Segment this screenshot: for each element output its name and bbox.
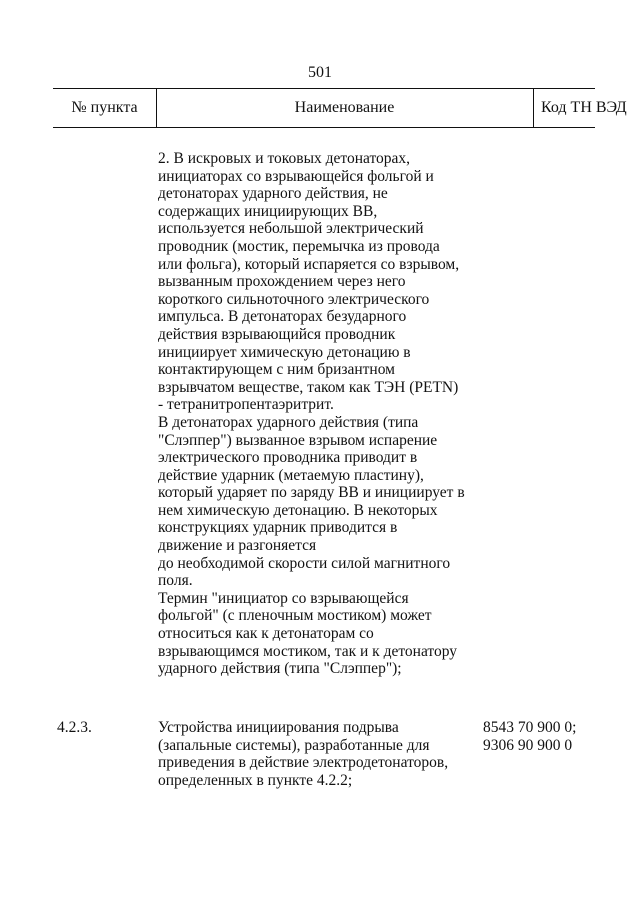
header-name: Наименование: [294, 99, 395, 116]
note-line: нем химическую детонацию. В некоторых: [158, 501, 438, 519]
note-line: инициирует химическую детонацию в: [158, 343, 411, 361]
item-name: [158, 719, 448, 789]
note-line: ударного действия (типа "Слэппер");: [158, 660, 402, 678]
note-line: Термин "инициатор со взрывающейся: [158, 589, 409, 607]
item-name-line: приведения в действие электродетонаторов,: [158, 754, 449, 772]
note-line: электрического проводника приводит в: [158, 449, 418, 467]
note-line: 2. В искровых и токовых детонаторах,: [158, 150, 411, 167]
note-line: используется небольшой электрический: [158, 220, 424, 238]
item-name-line: Устройства инициирования подрыва: [158, 719, 399, 736]
note-line: фольгой" (с пленочным мостиком) может: [158, 607, 432, 625]
note-line: детонаторах ударного действия, не: [158, 185, 388, 203]
note-line: вызванным прохождением через него: [158, 273, 406, 291]
note-line: относиться как к детонаторам со: [158, 625, 374, 643]
note-line: который ударяет по заряду ВВ и инициирует в: [158, 484, 465, 502]
note-line: инициаторах со взрывающейся фольгой и: [158, 167, 434, 185]
note-line: или фольга), который испаряется со взрывом,: [158, 255, 460, 273]
note-line: импульса. В детонаторах безударного: [158, 308, 407, 326]
item-codes: [483, 719, 576, 754]
note-line: действие ударник (метаемую пластину),: [158, 466, 424, 484]
note-line: действия взрывающийся проводник: [158, 325, 396, 343]
table-header: [53, 88, 627, 128]
item-code: 9306 90 900 0: [483, 736, 573, 754]
page-number: 501: [308, 64, 332, 81]
note-line: движение и разгоняется: [158, 537, 317, 555]
note-line: короткого сильноточного электрического: [158, 290, 430, 308]
note-line: конструкциях ударник приводится в: [158, 519, 398, 537]
note-line: контактирующем с ним бризантном: [158, 361, 395, 379]
header-code: Код ТН ВЭД: [541, 99, 627, 116]
note-line: взрывающимся мостиком, так и к детонатору: [158, 642, 458, 660]
header-item-number: № пункта: [71, 99, 138, 116]
note-line: взрывчатом веществе, таком как ТЭН (PETN): [158, 378, 459, 396]
item-code: 8543 70 900 0;: [483, 719, 577, 736]
item-name-line: определенных в пункте 4.2.2;: [158, 771, 353, 789]
note-line: - тетранитропентаэритрит.: [158, 396, 334, 414]
technical-note: [158, 150, 498, 678]
note-line: "Слэппер") вызванное взрывом испарение: [158, 431, 438, 449]
note-line: проводник (мостик, перемычка из провода: [158, 237, 440, 255]
note-line: содержащих инициирующих ВВ,: [158, 202, 378, 220]
note-line: В детонаторах ударного действия (типа: [158, 413, 419, 431]
item-name-line: (запальные системы), разработанные для: [158, 736, 430, 754]
item-number: 4.2.3.: [57, 719, 92, 736]
note-line: поля.: [158, 572, 193, 590]
note-line: до необходимой скорости силой магнитного: [158, 554, 451, 572]
